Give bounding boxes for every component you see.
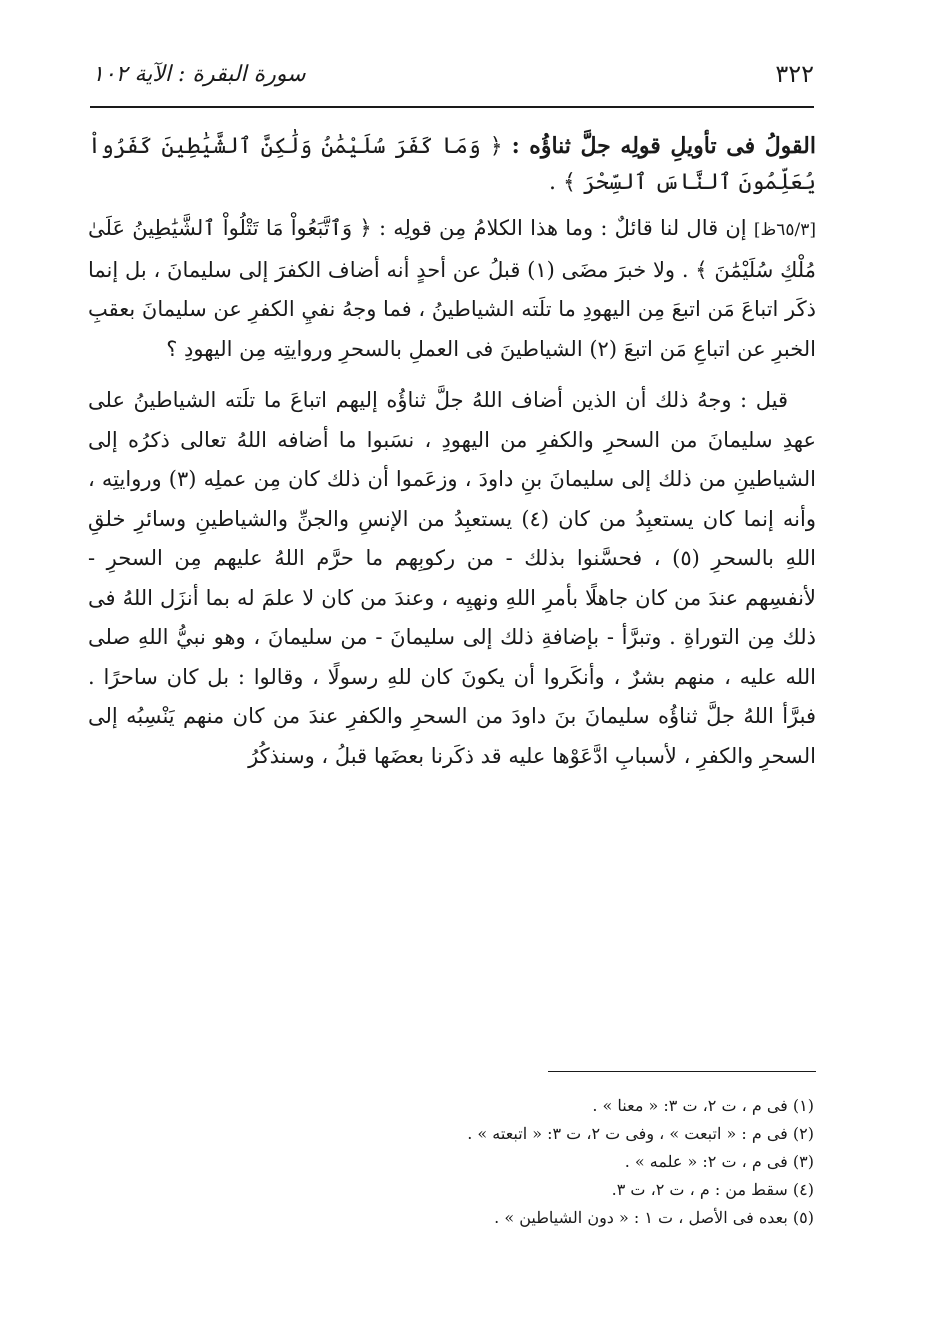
- running-title: سورة البقرة : الآية ١٠٢: [92, 61, 306, 87]
- heading-lead: القولُ فى تأويلِ قولِه جلَّ ثناؤُه :: [511, 133, 816, 159]
- footnote-4: (٤) سقط من : م ، ت ٢، ت ٣.: [611, 1180, 814, 1199]
- footnote-1: (١) فى م ، ت ٢، ت ٣: « معنا » .: [592, 1096, 814, 1115]
- heading-verse: ﴿ وَمَا كَفَرَ سُلَيْمَٰنُ وَلَٰكِنَّ ٱلشَّيَٰطِينَ كَفَرُواْ يُعَلِّمُونَ ٱلنَّاسَ ٱلسِّحْرَ ﴾ .: [88, 134, 816, 195]
- page-reference: [٦٥/٣ظ]: [753, 220, 816, 240]
- footnote-2: (٢) فى م : « اتبعت » ، وفى ت ٢، ت ٣: « اتبعته » .: [467, 1124, 814, 1143]
- paragraph-answer: [88, 381, 816, 776]
- paragraph-question: [88, 209, 816, 369]
- page-number: ٣٢٢: [775, 60, 814, 88]
- section-heading: [88, 128, 816, 201]
- footnote-5: (٥) بعده فى الأصل ، ت ١ : « دون الشياطين » .: [494, 1208, 814, 1227]
- footnotes: [88, 1092, 814, 1232]
- paragraph-answer-text: قيل : وجهُ ذلك أن الذين أضاف اللهُ جلَّ ثناؤُه إليهم اتباعَ ما تلَته الشياطينُ على عهدِ سليمانَ من السحرِ والكفرِ من اليهودِ ، نسَبوا ما أضافه اللهُ تعالى ذكرُه إلى الشياطينِ من ذلك إلى سليمانَ بنِ داودَ ، وزعَموا أن ذلك كان مِن عملِه (٣) وروايتِه ، وأنه إنما كان يستعبِدُ من كان (٤) يستعبِدُ من الإنسِ والجنِّ والشياطينِ وسائرِ خلقِ اللهِ بالسحرِ (٥) ، فحسَّنوا بذلك - من ركوبِهم ما حرَّم اللهُ عليهم مِن السحرِ - لأنفسِهم عندَ من كان جاهلًا بأمرِ اللهِ ونهيِه ، وعندَ من كان لا علمَ له بما أنزَل اللهُ فى ذلك مِن التوراةِ . وتبرَّأ - بإضافةِ ذلك إلى سليمانَ - من سليمانَ ، وهو نبيُّ اللهِ صلى الله عليه ، منهم بشرٌ ، وأنكَروا أن يكونَ كان للهِ رسولًا ، وقالوا : بل كان ساحرًا . فبرَّأ اللهُ جلَّ ثناؤُه سليمانَ بنَ داودَ من السحرِ والكفرِ عندَ من كان منهم يَنْسِبُه إلى السحرِ والكفرِ ، لأسبابِ ادَّعَوْها عليه قد ذكَرنا بعضَها قبلُ ، وسنذكُرُ: [88, 388, 816, 768]
- paragraph-question-text: إن قال لنا قائلٌ : وما هذا الكلامُ مِن قولِه : ﴿ وَٱتَّبَعُواْ مَا تَتْلُواْ ٱلشَّيَٰطِينُ عَلَىٰ مُلْكِ سُلَيْمَٰنَ ﴾ . ولا خبرَ مضَى (١) قبلُ عن أحدٍ أنه أضاف الكفرَ إلى سليمانَ ، بل إنما ذكَر اتباعَ مَن اتبعَ مِن اليهودِ ما تلَته الشياطينُ ، فما وجهُ نفيِ الكفرِ عن سليمانَ بعقبِ الخبرِ عن اتباعِ مَن اتبعَ (٢) الشياطينَ فى العملِ بالسحرِ وروايتِه مِن اليهودِ ؟: [88, 216, 816, 361]
- footnote-3: (٣) فى م ، ت ٢: « علمه » .: [624, 1152, 814, 1171]
- footnote-rule: [548, 1071, 816, 1072]
- header-rule: [90, 106, 814, 108]
- main-text: [88, 128, 816, 1048]
- running-header: [92, 56, 814, 92]
